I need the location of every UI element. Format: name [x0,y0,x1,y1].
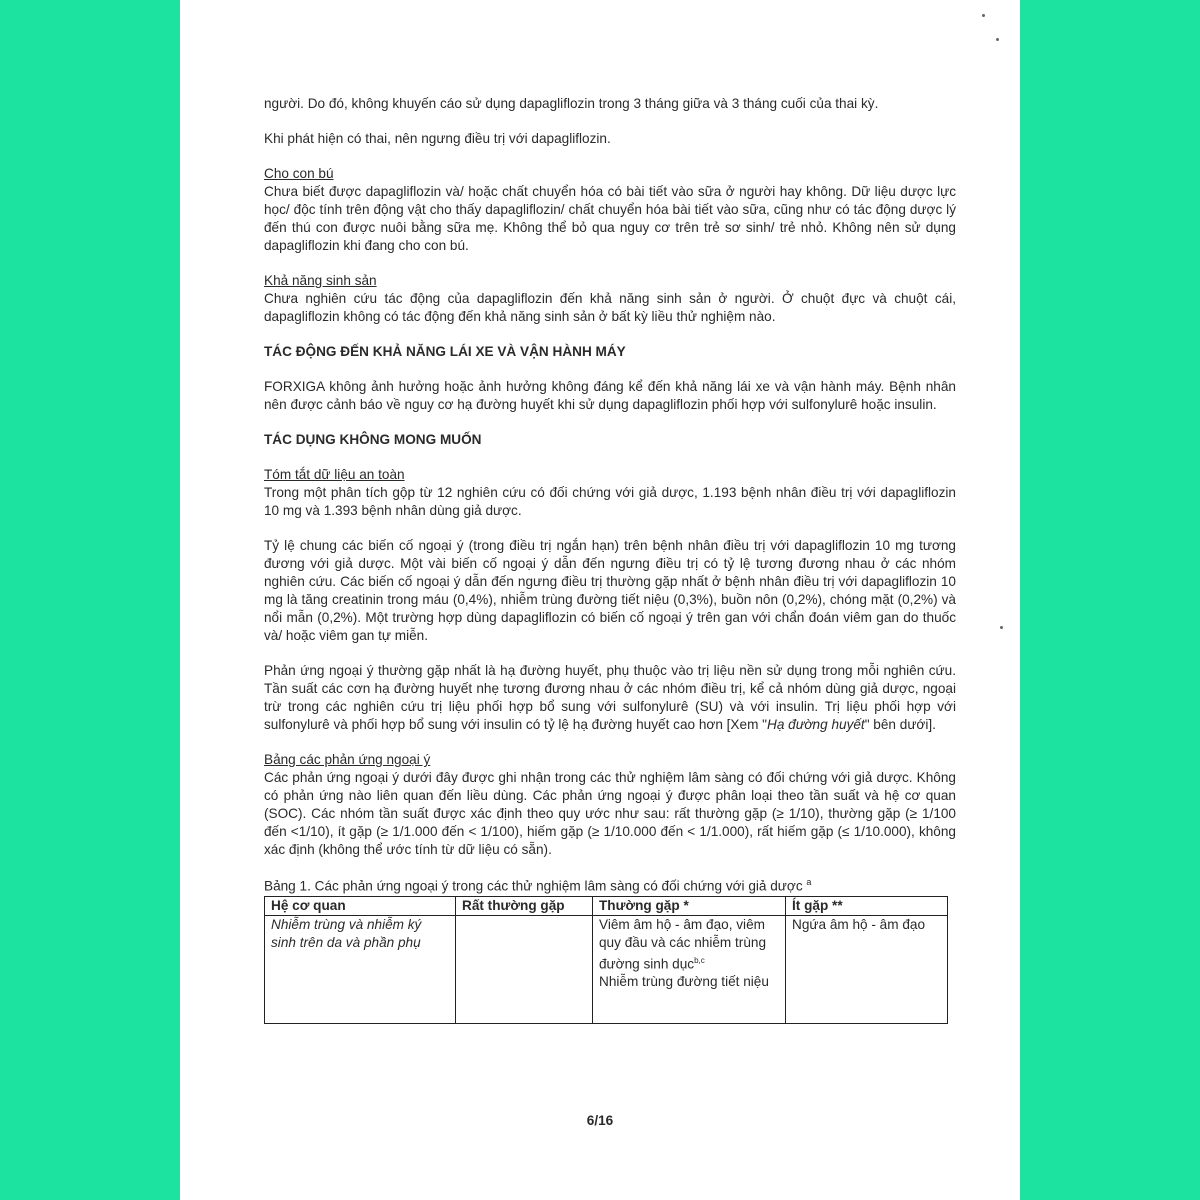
subsection-title: Khả năng sinh sản [264,273,377,288]
paragraph: người. Do đó, không khuyến cáo sử dụng dapagliflozin trong 3 tháng giữa và 3 tháng cuối của thai kỳ. [264,96,879,111]
caption-superscript: a [806,877,812,887]
subsection-title: Tóm tắt dữ liệu an toàn [264,467,405,482]
cell-text: Viêm âm hộ - âm đạo, viêm quy đầu và các nhiễm trùng đường sinh dục [599,916,767,972]
section-heading: TÁC DỤNG KHÔNG MONG MUỐN [264,432,482,447]
subsection-title: Cho con bú [264,166,334,181]
section-adverse-table [264,751,956,859]
section-fertility [264,272,956,326]
table-cell-organ: Nhiễm trùng và nhiễm ký sinh trên da và phần phụ [265,915,456,1023]
document-page [180,0,1020,1200]
paragraph: Chưa nghiên cứu tác động của dapagliflozin đến khả năng sinh sản ở người. Ở chuột đực và chuột cái, dapagliflozin không có tác động đến khả năng sinh sản ở bất kỳ liều thử nghiệm nào. [264,291,956,324]
cell-text: Nhiễm trùng đường tiết niệu [599,974,769,990]
table-header-cell: Hệ cơ quan [265,896,456,915]
section-safety-summary [264,466,956,520]
text-run: Phản ứng ngoại ý thường gặp nhất là hạ đường huyết, phụ thuộc vào trị liệu nền sử dụng trong mỗi nghiên cứu. Tần suất các cơn hạ đường huyết nhẹ tương đương nhau ở các nhóm điều trị, kể cả nhóm dùng giả dược, ngoại trừ trong các nghiên cứu trị liệu phối hợp bổ sung với sulfonylurê (SU) và với insulin. Trị liệu phối hợp với sulfonylurê và phối hợp bổ sung với insulin có tỷ lệ hạ đường huyết cao hơn [Xem " [264,663,956,732]
table-header-cell: Rất thường gặp [456,896,593,915]
page-content [264,95,956,1024]
table-cell-common [593,915,786,1023]
paragraph: Trong một phân tích gộp từ 12 nghiên cứu có đối chứng với giả dược, 1.193 bệnh nhân điều trị với dapagliflozin 10 mg và 1.393 bệnh nhân dùng giả dược. [264,485,956,518]
paragraph: Các phản ứng ngoại ý dưới đây được ghi nhận trong các thử nghiệm lâm sàng có đối chứng với giả dược. Không có phản ứng nào liên quan đến liều dùng. Các phản ứng ngoại ý được phân loại theo tần suất và hệ cơ quan (SOC). Các nhóm tần suất được xác định theo quy ước như sau: rất thường gặp (≥ 1/10), thường gặp (≥ 1/100 đến <1/10), ít gặp (≥ 1/1.000 đến < 1/100), hiếm gặp (≥ 1/10.000 đến < 1/1.000), rất hiếm gặp (≤ 1/10.000), không xác định (không thể ước tính từ dữ liệu có sẵn). [264,770,956,857]
paragraph [264,662,956,734]
subsection-title: Bảng các phản ứng ngoại ý [264,752,431,767]
table-header-cell: Ít gặp ** [786,896,948,915]
scan-speck [1000,626,1003,629]
emphasis-text: Hạ đường huyết [767,717,865,732]
table-cell-very-common [456,915,593,1023]
caption-text: Bảng 1. Các phản ứng ngoại ý trong các thử nghiệm lâm sàng có đối chứng với giả dược [264,878,803,894]
adverse-reactions-table [264,896,948,1024]
table-header-row [265,896,948,915]
table-cell-uncommon: Ngứa âm hộ - âm đạo [786,915,948,1023]
scan-speck [996,38,999,41]
section-heading: TÁC ĐỘNG ĐẾN KHẢ NĂNG LÁI XE VÀ VẬN HÀNH MÁY [264,344,626,359]
paragraph: FORXIGA không ảnh hưởng hoặc ảnh hưởng không đáng kể đến khả năng lái xe và vận hành máy. Bệnh nhân nên được cảnh báo về nguy cơ hạ đường huyết khi sử dụng dapagliflozin phối hợp với sulfonylurê hoặc insulin. [264,379,956,412]
table-row [265,915,948,1023]
paragraph: Tỷ lệ chung các biến cố ngoại ý (trong điều trị ngắn hạn) trên bệnh nhân điều trị với dapagliflozin 10 mg tương đương với giả dược. Một vài biến cố ngoại ý dẫn đến ngưng điều trị có tỷ lệ tương đương nhau ở các nhóm nghiên cứu. Các biến cố ngoại ý dẫn đến ngưng điều trị thường gặp nhất ở bệnh nhân điều trị với dapagliflozin 10 mg là tăng creatinin trong máu (0,4%), nhiễm trùng đường tiết niệu (0,3%), buồn nôn (0,2%), chóng mặt (0,2%) và nổi mẫn (0,2%). Một trường hợp dùng dapagliflozin có biến cố ngoại ý trên gan với chẩn đoán viêm gan do thuốc và/ hoặc viêm gan tự miễn. [264,538,956,643]
paragraph: Chưa biết được dapagliflozin và/ hoặc chất chuyển hóa có bài tiết vào sữa ở người hay không. Dữ liệu dược lực học/ độc tính trên động vật cho thấy dapagliflozin/ chất chuyển hóa bài tiết vào sữa, cũng như có tác động dược lý đến thú con được nuôi bằng sữa mẹ. Không thể bỏ qua nguy cơ trên trẻ sơ sinh/ trẻ nhỏ. Không nên sử dụng dapagliflozin khi đang cho con bú. [264,184,956,253]
paragraph: Khi phát hiện có thai, nên ngưng điều trị với dapagliflozin. [264,131,611,146]
page-number: 6/16 [586,1113,614,1128]
table-header-cell: Thường gặp * [593,896,786,915]
table-caption [264,873,956,896]
scan-speck [982,14,985,17]
text-run: " bên dưới]. [864,717,936,732]
cell-superscript: b,c [694,955,705,965]
section-breastfeeding [264,165,956,255]
